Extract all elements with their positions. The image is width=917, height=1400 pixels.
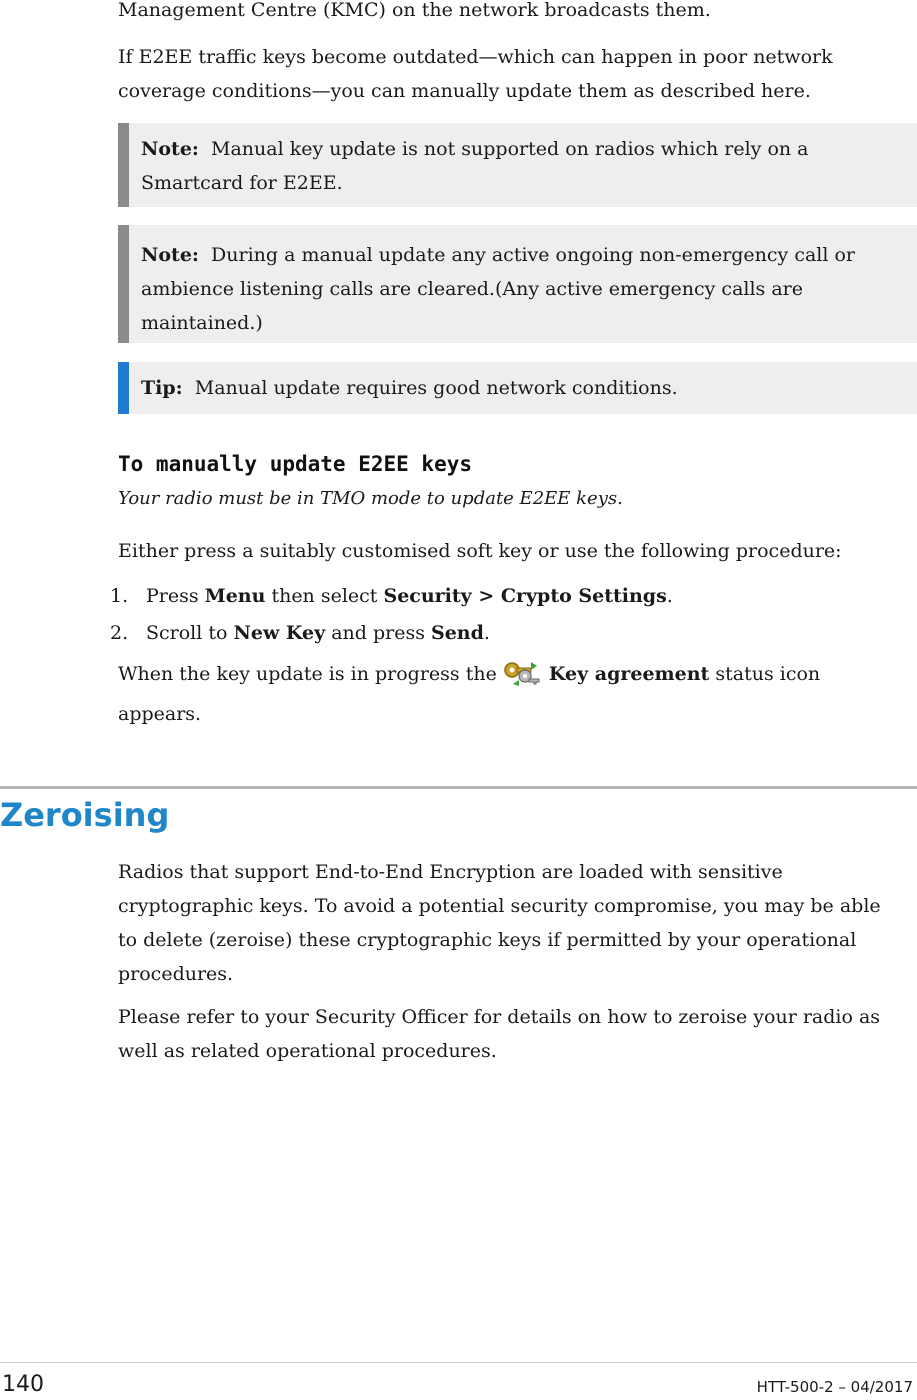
intro-line: Management Centre (KMC) on the network broadcasts them. [118,0,711,21]
footer-divider [0,1362,917,1363]
intro-paragraph: If E2EE traffic keys become outdated—which can happen in poor network coverage conditions—you can manually update them as described here. [118,46,833,102]
procedure-lead: Either press a suitably customised soft key or use the following procedure: [118,540,842,562]
step-number: 2. [110,622,129,644]
procedure-step: 1. Press Menu then select Security > Crypto Settings. [110,578,673,615]
tip-callout [118,362,917,414]
procedure-step: 2. Scroll to New Key and press Send. [110,615,673,652]
section-divider [0,786,917,789]
note-callout [118,123,917,207]
menu-path: Security > Crypto Settings [383,585,667,607]
key-agreement-icon [503,660,543,686]
section-paragraph: Please refer to your Security Officer for details on how to zeroise your radio as well as related operational procedures. [118,1006,881,1062]
note-label: Note: [141,138,199,160]
procedure-prerequisite: Your radio must be in TMO mode to update E2EE keys. [118,488,623,509]
note-label: Note: [141,244,199,266]
section-title: Zeroising [0,796,170,834]
status-term: Key agreement [548,663,710,685]
tip-text: Manual update requires good network conditions. [194,377,678,399]
page-number: 140 [2,1372,44,1397]
note-callout [118,225,917,343]
section-paragraph: Radios that support End-to-End Encryption are loaded with sensitive cryptographic keys. To avoid a potential security compromise, you may be able to delete (zeroise) these cryptographic keys if permitted by your operational procedures. [118,861,881,985]
note-text: Manual key update is not supported on radios which rely on a Smartcard for E2EE. [141,138,809,194]
tip-label: Tip: [141,377,183,399]
note-text: During a manual update any active ongoing non-emergency call or ambience listening calls are cleared.(Any active emergency calls are maintained.) [141,244,856,334]
key-term: Send [431,622,484,644]
procedure-steps [110,578,673,652]
procedure-title: To manually update E2EE keys [118,452,473,476]
menu-term: New Key [233,622,326,644]
menu-term: Menu [204,585,266,607]
status-paragraph: When the key update is in progress the Key agreement status icon appears. [118,654,857,734]
document-id: HTT-500-2 – 04/2017 [756,1378,913,1396]
step-number: 1. [110,585,129,607]
